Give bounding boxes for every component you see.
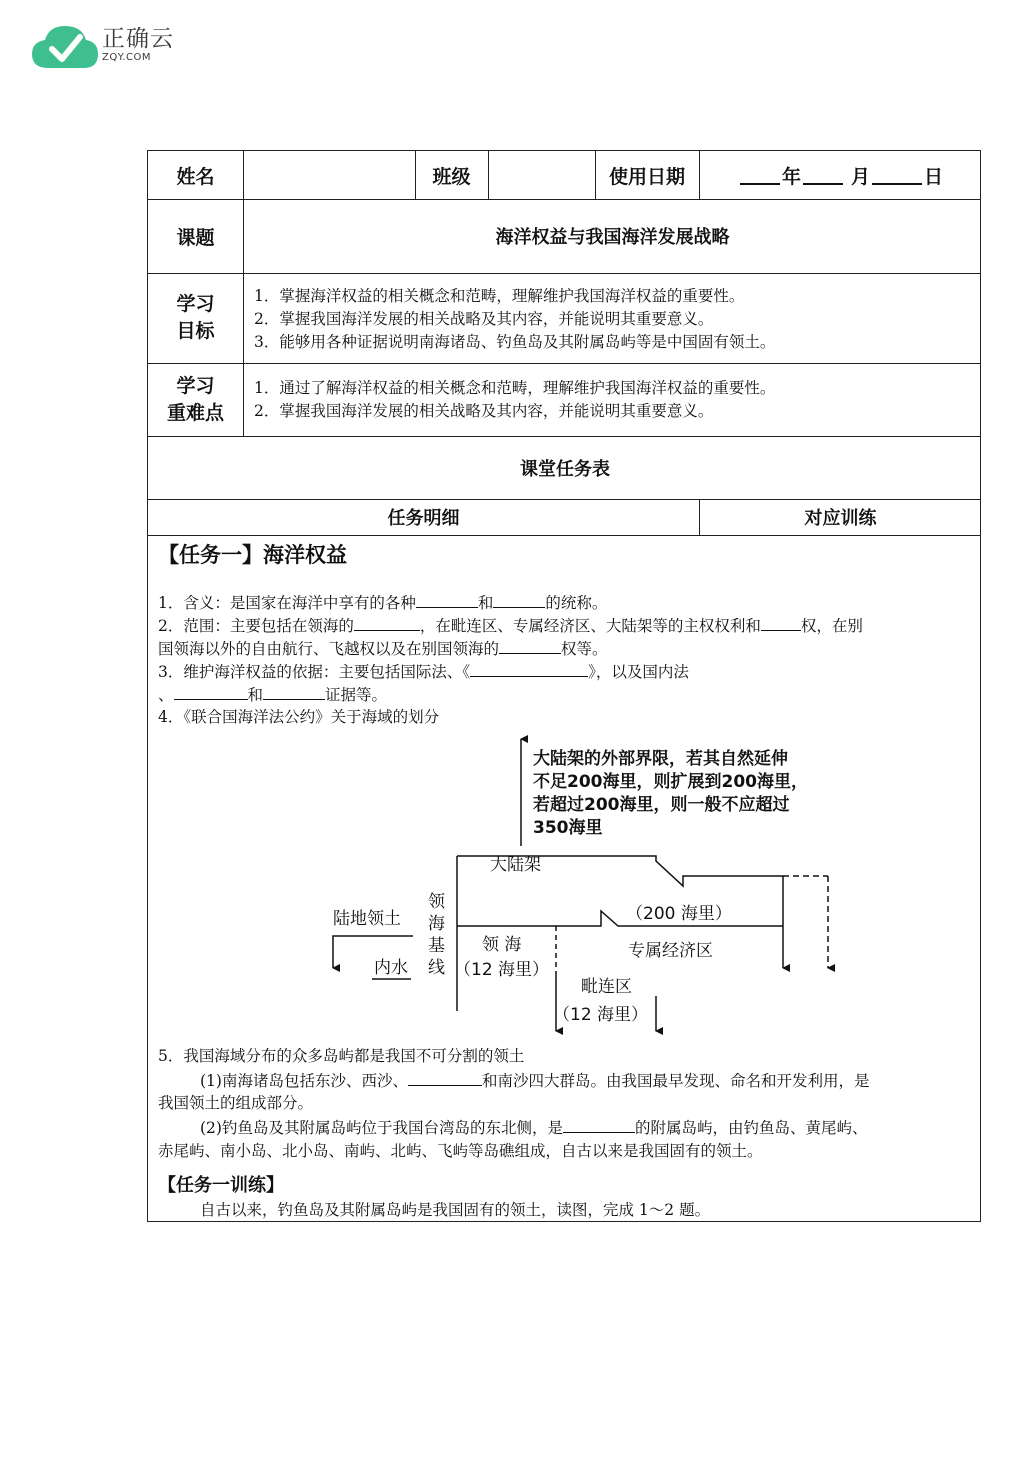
brand (102, 26, 174, 64)
keypoints-label-line1: 学习 (176, 374, 215, 397)
goal-item: 2．掌握我国海洋发展的相关战略及其内容，并能说明其重要意义。 (254, 310, 714, 328)
eez-line (457, 911, 783, 926)
baseline-label-3: 基 (428, 936, 445, 956)
name-field[interactable] (243, 151, 415, 199)
training-intro: 自古以来，钓鱼岛及其附属岛屿是我国固有的领土，读图，完成 1～2 题。 (200, 1201, 711, 1219)
cz-distance-label: （12 海里） (553, 1005, 649, 1025)
task1-line: 2．范围：主要包括在领海的 ，在毗连区、专属经济区、大陆架等的主权权利和 权，在别 (158, 614, 863, 639)
month-label: 月 (850, 165, 870, 188)
shelf-note-line1: 大陆架的外部界限，若其自然延伸 (533, 749, 788, 769)
shelf-note-line4: 350海里 (533, 818, 603, 838)
ts-distance-label: （12 海里） (454, 960, 550, 980)
fill-blank[interactable] (499, 637, 561, 654)
task1-line: 3．维护海洋权益的依据：主要包括国际法、《 》，以及国内法 (158, 660, 689, 685)
baseline-label-2: 海 (428, 914, 445, 934)
day-blank[interactable] (872, 165, 922, 185)
goals-label-line1: 学习 (176, 293, 215, 315)
fill-blank[interactable] (761, 614, 801, 631)
sea-zone-diagram (148, 731, 982, 1046)
topic-label: 课题 (176, 226, 215, 249)
fill-blank[interactable] (563, 1116, 635, 1133)
task1-line: 我国领土的组成部分。 (158, 1094, 314, 1112)
goals-list (254, 285, 775, 354)
date-field[interactable] (699, 151, 982, 199)
task1-line: 5．我国海域分布的众多岛屿都是我国不可分割的领土 (158, 1047, 525, 1065)
brand-name: 正确云 (102, 26, 174, 52)
row-divider (148, 273, 980, 274)
fill-blank[interactable] (493, 591, 545, 608)
topic-title: 海洋权益与我国海洋发展战略 (495, 227, 730, 248)
territorial-sea-label: 领 海 (482, 935, 522, 955)
baseline-label-1: 领 (428, 892, 445, 912)
keypoint-item: 2．掌握我国海洋发展的相关战略及其内容，并能说明其重要意义。 (254, 402, 714, 420)
shelf-note-line2: 不足200海里，则扩展到200海里， (533, 772, 808, 792)
col-training: 对应训练 (804, 508, 877, 529)
row-divider (148, 535, 980, 536)
task1-line: 、 和 证据等。 (158, 683, 387, 708)
keypoints-list (254, 377, 775, 423)
keypoints-label (148, 363, 243, 436)
task1-line: 1．含义：是国家在海洋中享有的各种 和 的统称。 (158, 591, 607, 616)
day-label: 日 (924, 165, 944, 188)
goals-label (148, 273, 243, 363)
eez-label: 专属经济区 (628, 941, 713, 961)
name-label: 姓名 (176, 165, 215, 188)
internal-waters-label: 内水 (374, 958, 408, 978)
goal-item: 3．能够用各种证据说明南海诸岛、钓鱼岛及其附属岛屿等是中国固有领土。 (254, 333, 776, 351)
continental-shelf-label: 大陆架 (490, 855, 541, 875)
goal-item: 1．掌握海洋权益的相关概念和范畴，理解维护我国海洋权益的重要性。 (254, 287, 745, 305)
contiguous-zone-label: 毗连区 (581, 977, 632, 997)
fill-blank[interactable] (174, 683, 248, 700)
month-blank[interactable] (803, 165, 843, 185)
task1-line: 4．《联合国海洋法公约》关于海域的划分 (158, 708, 440, 726)
fill-blank[interactable] (408, 1069, 482, 1086)
keypoint-item: 1．通过了解海洋权益的相关概念和范畴，理解维护我国海洋权益的重要性。 (254, 379, 776, 397)
date-label: 使用日期 (608, 165, 685, 188)
fill-blank[interactable] (263, 683, 325, 700)
fill-blank[interactable] (354, 614, 420, 631)
land-territory-label: 陆地领土 (333, 909, 401, 929)
task1-title: 【任务一】海洋权益 (158, 543, 347, 567)
fill-blank[interactable] (416, 591, 478, 608)
shelf-note-line3: 若超过200海里，则一般不应超过 (533, 795, 790, 815)
worksheet (147, 150, 981, 1222)
year-blank[interactable] (740, 165, 780, 185)
goals-label-line2: 目标 (176, 320, 215, 342)
task1-line: 赤尾屿、南小岛、北小岛、南屿、北屿、飞屿等岛礁组成，自古以来是我国固有的领土。 (158, 1142, 763, 1160)
baseline-label-4: 线 (428, 958, 445, 978)
row-divider (148, 363, 980, 364)
col-task-detail: 任务明细 (387, 508, 460, 529)
training-title: 【任务一训练】 (158, 1175, 284, 1196)
keypoints-label-line2: 重难点 (166, 401, 224, 424)
class-label: 班级 (432, 165, 471, 188)
year-label: 年 (781, 165, 801, 188)
class-field[interactable] (488, 151, 595, 199)
eez-distance-label: （200 海里） (626, 904, 732, 924)
task-table-title: 课堂任务表 (520, 458, 610, 480)
brand-domain: ZQY.COM (102, 52, 151, 63)
task1-line: (1)南海诸岛包括东沙、西沙、 和南沙四大群岛。由我国最早发现、命名和开发利用，是 (200, 1069, 869, 1094)
task1-line: 国领海以外的自由航行、飞越权以及在别国领海的 权等。 (158, 637, 608, 662)
task1-line: (2)钓鱼岛及其附属岛屿位于我国台湾岛的东北侧，是 的附属岛屿，由钓鱼岛、黄尾屿、 (200, 1116, 867, 1141)
fill-blank[interactable] (470, 660, 588, 677)
